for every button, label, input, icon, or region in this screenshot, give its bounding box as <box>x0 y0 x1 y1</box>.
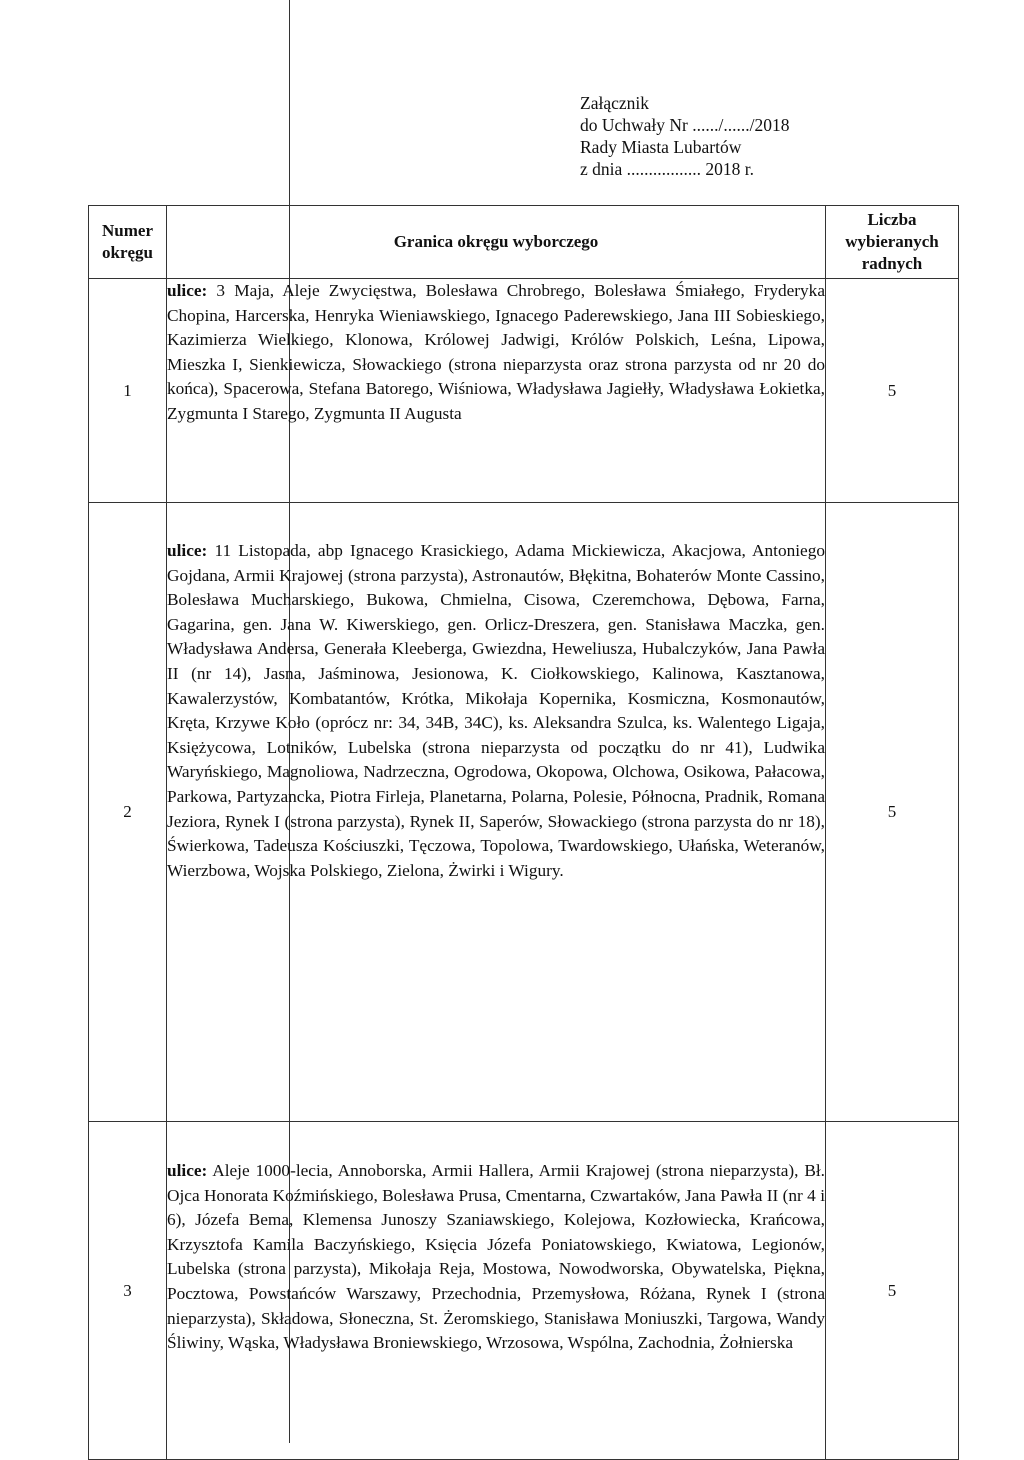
annex-header <box>580 92 790 180</box>
district-number: 3 <box>89 1122 167 1460</box>
table-row <box>89 503 959 1122</box>
district-number: 1 <box>89 279 167 503</box>
header-district-number: Numer okręgu <box>89 206 167 279</box>
councillor-count: 5 <box>826 1122 959 1460</box>
council-name: Rady Miasta Lubartów <box>580 137 742 157</box>
table-row <box>89 1122 959 1460</box>
annex-title: Załącznik <box>580 93 649 113</box>
district-boundary <box>167 1122 826 1460</box>
district-boundary <box>167 279 826 503</box>
electoral-districts-table <box>88 205 959 1460</box>
street-list: Aleje 1000-lecia, Annoborska, Armii Hallera, Armii Krajowej (strona nieparzysta), Bł. Ojca Honorata Koźmińskiego, Bolesława Prusa, Cmentarna, Czwartaków, Jana Pawła II (nr 4 i 6), Józefa Bema, Klemensa Junoszy Szaniawskiego, Kolejowa, Kozłowiecka, Krańcowa, Krzysztofa Kamila Baczyńskiego, Księcia Józefa Poniatowskiego, Kwiatowa, Legionów, Lubelska (strona parzysta), Mikołaja Reja, Mostowa, Nowodworska, Obywatelska, Piękna, Pocztowa, Powstańców Warszawy, Przechodnia, Przemysłowa, Różana, Rynek I (strona nieparzysta), Składowa, Słoneczna, St. Żeromskiego, Stanisława Moniuszki, Targowa, Wandy Śliwiny, Wąska, Władysława Broniewskiego, Wrzosowa, Wspólna, Zachodnia, Żołnierska <box>167 1161 825 1353</box>
resolution-number: do Uchwały Nr ....../....../2018 <box>580 115 790 135</box>
header-councillor-count: Liczba wybieranych radnych <box>826 206 959 279</box>
councillor-count: 5 <box>826 503 959 1122</box>
councillor-count: 5 <box>826 279 959 503</box>
district-number: 2 <box>89 503 167 1122</box>
streets-label: ulice: <box>167 281 208 300</box>
street-list: 11 Listopada, abp Ignacego Krasickiego, Adama Mickiewicza, Akacjowa, Antoniego Gojdana, Armii Krajowej (strona parzysta), Astronautów, Błękitna, Bohaterów Monte Cassino, Bolesława Mucharskiego, Bukowa, Chmielna, Cisowa, Czeremchowa, Dębowa, Farna, Gagarina, gen. Jana W. Kiwerskiego, gen. Orlicz-Dreszera, gen. Stanisława Maczka, gen. Władysława Andersa, Generała Kleeberga, Gwiezdna, Heweliusza, Hubalczyków, Jana Pawła II (nr 14), Jasna, Jaśminowa, Jesionowa, K. Ciołkowskiego, Kalinowa, Kasztanowa, Kawalerzystów, Kombatantów, Krótka, Mikołaja Kopernika, Kosmiczna, Kosmonautów, Kręta, Krzywe Koło (oprócz nr: 34, 34B, 34C), ks. Aleksandra Szulca, ks. Walentego Ligaja, Księżycowa, Lotników, Lubelska (strona nieparzysta od początku do nr 41), Ludwika Waryńskiego, Magnoliowa, Nadrzeczna, Ogrodowa, Okopowa, Olchowa, Osikowa, Pałacowa, Parkowa, Partyzancka, Piotra Firleja, Planetarna, Polarna, Polesie, Północna, Pradnik, Romana Jeziora, Rynek I (strona parzysta), Rynek II, Saperów, Słowackiego (strona parzysta do nr 18), Świerkowa, Tadeusza Kościuszki, Tęczowa, Topolowa, Twardowskiego, Ułańska, Weteranów, Wierzbowa, Wojska Polskiego, Zielona, Żwirki i Wigury. <box>167 541 825 880</box>
streets-label: ulice: <box>167 1161 208 1180</box>
resolution-date: z dnia ................. 2018 r. <box>580 159 755 179</box>
streets-label: ulice: <box>167 541 208 560</box>
table-header-row <box>89 206 959 279</box>
district-boundary <box>167 503 826 1122</box>
header-district-boundary: Granica okręgu wyborczego <box>167 206 826 279</box>
table-row <box>89 279 959 503</box>
street-list: 3 Maja, Aleje Zwycięstwa, Bolesława Chrobrego, Bolesława Śmiałego, Fryderyka Chopina, Harcerska, Henryka Wieniawskiego, Ignacego Paderewskiego, Jana III Sobieskiego, Kazimierza Wielkiego, Klonowa, Królowej Jadwigi, Królów Polskich, Leśna, Lipowa, Mieszka I, Sienkiewicza, Słowackiego (strona nieparzysta oraz strona parzysta od nr 20 do końca), Spacerowa, Stefana Batorego, Wiśniowa, Władysława Jagiełły, Władysława Łokietka, Zygmunta I Starego, Zygmunta II Augusta <box>167 281 825 423</box>
